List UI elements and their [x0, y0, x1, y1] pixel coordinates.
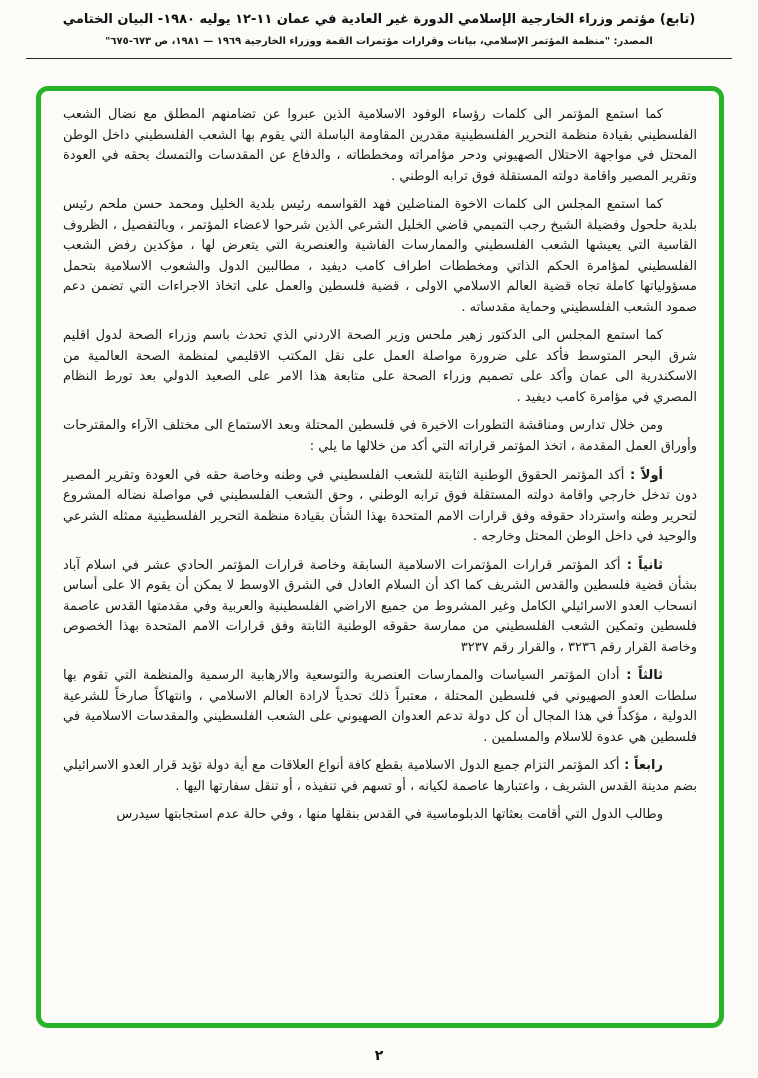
paragraph-4	[63, 416, 697, 457]
paragraph-text: كما استمع المؤتمر الى كلمات رؤساء الوفود الاسلامية الذين عبروا عن تضامنهم المطلق مع نضال الشعب الفلسطيني بقيادة منظمة التحرير الفلسطينية مقدرين المقاومة الباسلة التي يقوم بها الشعب الفلسطيني داخل الوطن المحتل في مواجهة الاحتلال الصهيوني ودحر مؤامراته ومخططاته ، والدفاع عن المقدسات والتمسك بحقه في العودة وتقرير المصير واقامة دولته المستقلة فوق ترابه الوطني .	[63, 107, 697, 184]
header-divider	[26, 58, 732, 59]
document-header	[0, 12, 758, 47]
paragraph-label: ثانياً :	[620, 557, 663, 573]
paragraph-label: ثالثاً :	[619, 668, 663, 684]
paragraph-9	[63, 805, 697, 826]
paragraph-7-third	[63, 666, 697, 748]
paragraph-2	[63, 195, 697, 318]
paragraph-5-first	[63, 466, 697, 548]
paragraph-text: أدان المؤتمر السياسات والممارسات العنصرية والتوسعية والارهابية الرسمية والمنظمة التي تقوم بها سلطات العدو الصهيوني في فلسطين المحتلة ، معتبراً ذلك تحدياً لارادة العالم الاسلامي ، وانتهاكاً صارخاً للشرعية الدولية ، مؤكداً في هذا المجال أن كل دولة تدعم العدوان الصهيوني على الشعب الفلسطيني والمقدسات الاسلامية في فلسطين هي عدوة للاسلام والمسلمين .	[63, 668, 697, 745]
paragraph-text: ومن خلال تدارس ومناقشة التطورات الاخيرة في فلسطين المحتلة وبعد الاستماع الى مختلف الآراء والمقترحات وأوراق العمل المقدمة ، اتخذ المؤتمر قراراته التي أكد من خلالها ما يلي :	[63, 418, 697, 454]
paragraph-3	[63, 326, 697, 408]
paragraph-label: أولاً :	[624, 467, 663, 483]
paragraph-8-fourth	[63, 756, 697, 797]
paragraph-text: أكد المؤتمر قرارات المؤتمرات الاسلامية السابقة وخاصة قرارات المؤتمر الحادي عشر في اسلام آباد بشأن قضية فلسطين والقدس الشريف كما اكد أن السلام العادل في الشرق الاوسط لا يمكن أن يقوم الا على أساس انسحاب العدو الاسرائيلي الكامل وغير المشروط من جميع الاراضي الفلسطينية والعربية وفي مقدمتها القدس عاصمة فلسطين وتمكين الشعب الفلسطيني من ممارسة حقوقه الوطنية الثابتة وفق قرارات الامم المتحدة بهذا الخصوص وخاصة القرار رقم ٣٢٣٦ ، والقرار رقم ٣٢٣٧	[63, 557, 697, 655]
paragraph-6-second	[63, 556, 697, 659]
paragraph-text: أكد المؤتمر التزام جميع الدول الاسلامية بقطع كافة أنواع العلاقات مع أية دولة تؤيد قرار العدو الاسرائيلي بضم مدينة القدس الشريف ، واعتبارها عاصمة لكيانه ، أو تسهم في تنفيذه ، أو تنقل سفارتها اليها .	[63, 758, 697, 794]
paragraph-text: كما استمع المجلس الى الدكتور زهير ملحس وزير الصحة الاردني الذي تحدث باسم وزراء الصحة لدول اقليم شرق البحر المتوسط فأكد على ضرورة مواصلة العمل على نقل المكتب الاقليمي لمنظمة الصحة العالمية من الاسكندرية الى عمان وأكد على تصميم وزراء الصحة على متابعة هذا الامر على الصعيد الدولي بعد تورط النظام المصري في مؤامرة كامب ديفيد .	[63, 328, 697, 405]
paragraph-1	[63, 105, 697, 187]
paragraph-text: كما استمع المجلس الى كلمات الاخوة المناضلين فهد القواسمه رئيس بلدية الخليل ومحمد حسن ملحم رئيس بلدية حلحول وفضيلة الشيخ رجب التميمي قاضي الخليل الشرعي الذين شرحوا لاعضاء المؤتمر ، وبالتفصيل ، الظروف القاسية التي يعيشها الشعب الفلسطيني والممارسات الفاشية والعنصرية التي يتعرض لها ، مؤكدين رفض الشعب الفلسطيني لمؤامرة الحكم الذاتي ومخططات اطراف كامب ديفيد ، مطالبين الدول والشعوب الاسلامية بتحمل مسؤولياتها كاملة تجاه قضية العالم الاسلامي الاولى ، قضية فلسطين والعمل على اتخاذ الاجراءات التي تضمن دعم صمود الشعب الفلسطيني وحماية مقدساته .	[63, 197, 697, 315]
paragraph-label: رابعاً :	[619, 758, 663, 774]
paragraph-text: أكد المؤتمر الحقوق الوطنية الثابتة للشعب الفلسطيني في وطنه وخاصة حقه في العودة وتقرير المصير دون تدخل خارجي واقامة دولته المستقلة فوق ترابه الوطني ، وحق الشعب الفلسطيني في مواصلة نضاله المشروع لتحرير وطنه واسترداد حقوقه وفق قرارات الامم المتحدة بهذا الشأن بقيادة منظمة التحرير الفلسطينية ممثله الشرعي والوحيد في داخل الوطن المحتل وخارجه .	[63, 467, 697, 545]
document-title: (تابع) مؤتمر وزراء الخارجية الإسلامي الدورة غير العادية في عمان ١١-١٢ يوليه ١٩٨٠- البيان الختامي	[62, 12, 696, 27]
page-number: ٢	[374, 1048, 384, 1064]
paragraph-text: وطالب الدول التي أقامت بعثاتها الدبلوماسية في القدس بنقلها منها ، وفي حالة عدم استجابتها سيدرس	[116, 807, 663, 823]
source-line: المصدر: "منظمة المؤتمر الإسلامي، بيانات وقرارات مؤتمرات القمة ووزراء الخارجية ١٩٦٩ — ١٩٨١، ص ٦٧٣-٦٧٥"	[105, 36, 653, 47]
content-box	[36, 86, 724, 1028]
